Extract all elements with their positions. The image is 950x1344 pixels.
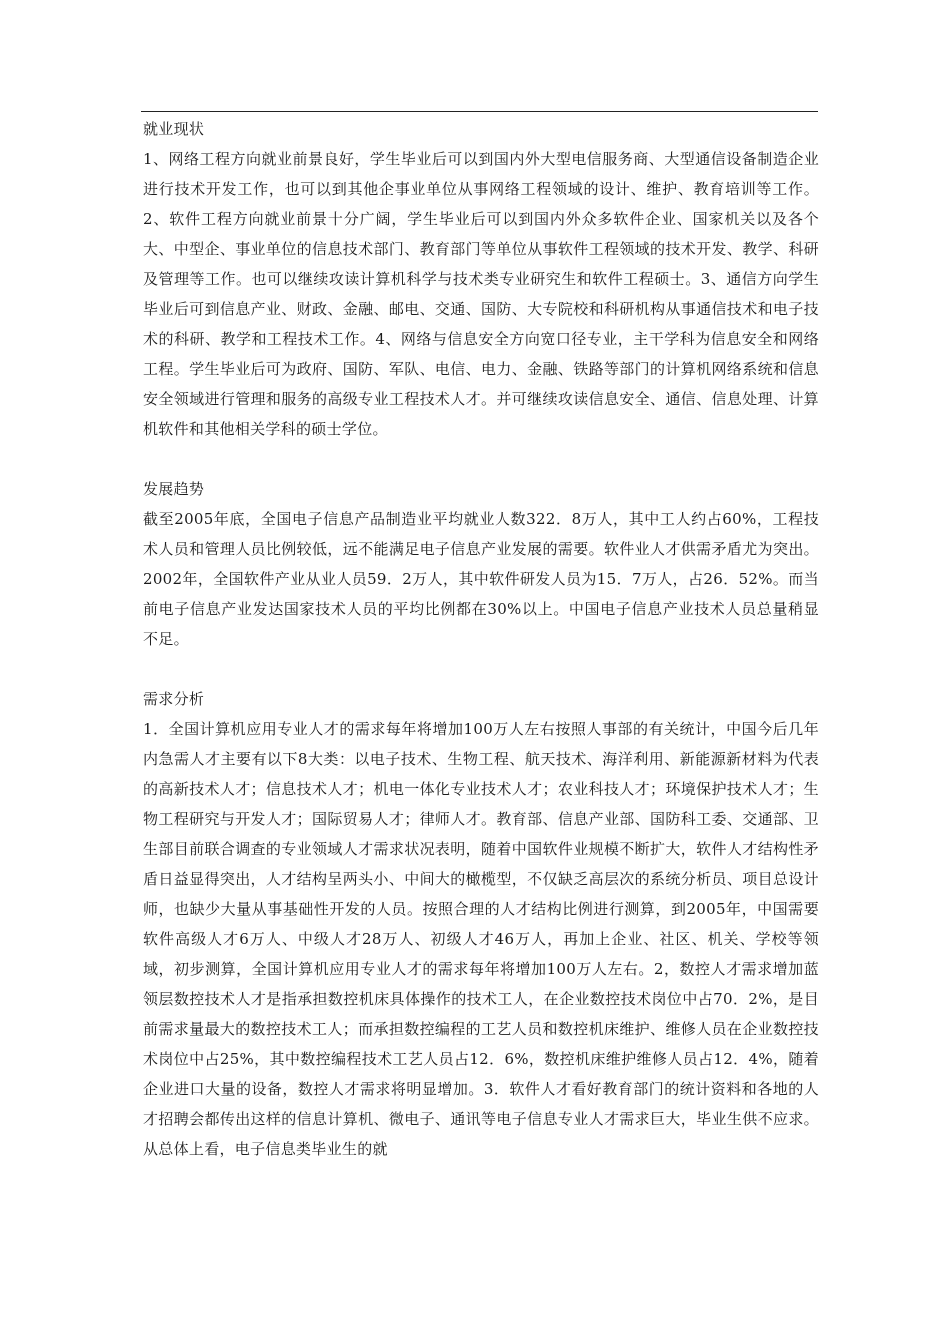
section-paragraph: 截至2005年底，全国电子信息产品制造业平均就业人数322．8万人，其中工人约占60%，工程技术人员和管理人员比例较低，远不能满足电子信息产业发展的需要。软件业人才供需矛盾尤为突出。2002年，全国软件产业从业人员59．2万人，其中软件研发人员为15．7万人，占26．52%。而当前电子信息产业发达国家技术人员的平均比例都在30%以上。中国电子信息产业技术人员总量稍显不足。 [143,510,819,648]
section-demand-analysis [143,684,819,1164]
section-paragraph: 1、网络工程方向就业前景良好，学生毕业后可以到国内外大型电信服务商、大型通信设备制造企业进行技术开发工作，也可以到其他企事业单位从事网络工程领域的设计、维护、教育培训等工作。2、软件工程方向就业前景十分广阔，学生毕业后可以到国内外众多软件企业、国家机关以及各个大、中型企、事业单位的信息技术部门、教育部门等单位从事软件工程领域的技术开发、教学、科研及管理等工作。也可以继续攻读计算机科学与技术类专业研究生和软件工程硕士。3、通信方向学生毕业后可到信息产业、财政、金融、邮电、交通、国防、大专院校和科研机构从事通信技术和电子技术的科研、教学和工程技术工作。4、网络与信息安全方向宽口径专业，主干学科为信息安全和网络工程。学生毕业后可为政府、国防、军队、电信、电力、金融、铁路等部门的计算机网络系统和信息安全领域进行管理和服务的高级专业工程技术人才。并可继续攻读信息安全、通信、信息处理、计算机软件和其他相关学科的硕士学位。 [143,150,819,438]
section-employment-status [143,114,819,444]
section-paragraph: 1．全国计算机应用专业人才的需求每年将增加100万人左右按照人事部的有关统计，中国今后几年内急需人才主要有以下8大类：以电子技术、生物工程、航天技术、海洋利用、新能源新材料为代表的高新技术人才；信息技术人才；机电一体化专业技术人才；农业科技人才；环境保护技术人才；生物工程研究与开发人才；国际贸易人才；律师人才。教育部、信息产业部、国防科工委、交通部、卫生部目前联合调查的专业领域人才需求状况表明，随着中国软件业规模不断扩大，软件人才结构性矛盾日益显得突出，人才结构呈两头小、中间大的橄榄型，不仅缺乏高层次的系统分析员、项目总设计师，也缺少大量从事基础性开发的人员。按照合理的人才结构比例进行测算，到2005年，中国需要软件高级人才6万人、中级人才28万人、初级人才46万人，再加上企业、社区、机关、学校等领域，初步测算，全国计算机应用专业人才的需求每年将增加100万人左右。2，数控人才需求增加蓝领层数控技术人才是指承担数控机床具体操作的技术工人，在企业数控技术岗位中占70．2%，是目前需求量最大的数控技术工人；而承担数控编程的工艺人员和数控机床维护、维修人员在企业数控技术岗位中占25%，其中数控编程技术工艺人员占12．6%，数控机床维护维修人员占12．4%，随着企业进口大量的设备，数控人才需求将明显增加。3．软件人才看好教育部门的统计资料和各地的人才招聘会都传出这样的信息计算机、微电子、通讯等电子信息专业人才需求巨大，毕业生供不应求。从总体上看，电子信息类毕业生的就 [143,720,819,1158]
section-heading: 需求分析 [143,690,205,708]
header-rule [141,111,818,112]
document-body [143,114,819,1164]
section-heading: 就业现状 [143,120,205,138]
section-development-trend [143,474,819,654]
section-heading: 发展趋势 [143,480,205,498]
